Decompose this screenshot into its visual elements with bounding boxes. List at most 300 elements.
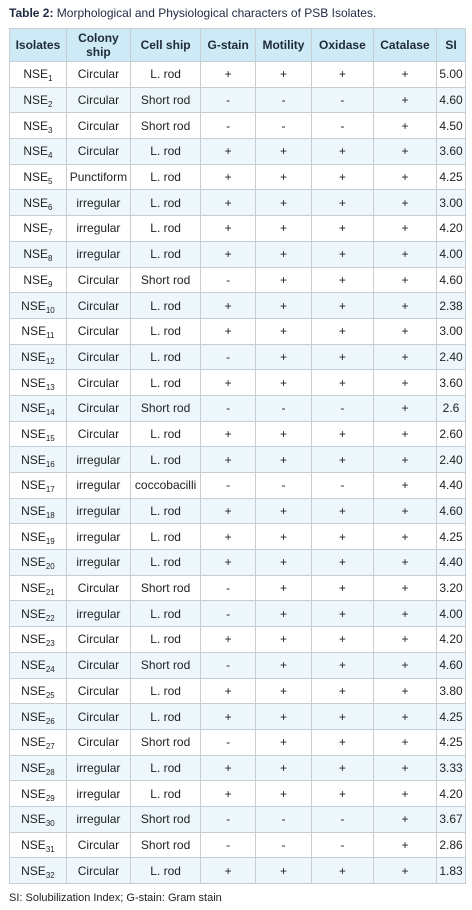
cell-si: 3.00: [436, 190, 465, 216]
cell-oxidase: +: [311, 652, 373, 678]
isolate-number: 28: [45, 767, 55, 777]
cell-isolate: [10, 241, 67, 267]
cell-si: 4.25: [436, 524, 465, 550]
cell-isolate: [10, 87, 67, 113]
cell-oxidase: -: [311, 113, 373, 139]
cell-si: 3.80: [436, 678, 465, 704]
table-header-row: [10, 29, 466, 62]
table-row: [10, 781, 466, 807]
isolate-number: 29: [45, 793, 55, 803]
cell-motility: -: [256, 832, 312, 858]
table-row: [10, 678, 466, 704]
cell-colony-ship: irregular: [66, 473, 130, 499]
cell-g-stain: +: [201, 164, 256, 190]
cell-colony-ship: Circular: [66, 113, 130, 139]
cell-catalase: +: [373, 293, 436, 319]
table-caption-text: Morphological and Physiological characters of PSB Isolates.: [53, 6, 377, 20]
cell-isolate: [10, 421, 67, 447]
cell-cell-ship: Short rod: [130, 729, 200, 755]
cell-motility: +: [256, 601, 312, 627]
cell-si: 4.25: [436, 164, 465, 190]
isolate-number: 8: [48, 254, 53, 264]
cell-isolate: [10, 652, 67, 678]
isolate-prefix: NSE: [21, 426, 46, 441]
column-header-cell-ship: Cell ship: [130, 29, 200, 62]
cell-cell-ship: L. rod: [130, 627, 200, 653]
cell-oxidase: +: [311, 524, 373, 550]
cell-catalase: +: [373, 601, 436, 627]
isolate-number: 9: [48, 279, 53, 289]
table-caption: [9, 6, 376, 20]
cell-motility: +: [256, 370, 312, 396]
cell-catalase: +: [373, 113, 436, 139]
cell-si: 5.00: [436, 62, 465, 88]
cell-motility: +: [256, 858, 312, 884]
table-row: [10, 627, 466, 653]
cell-colony-ship: Circular: [66, 87, 130, 113]
cell-catalase: +: [373, 190, 436, 216]
table-row: [10, 524, 466, 550]
cell-g-stain: -: [201, 832, 256, 858]
cell-si: 4.25: [436, 704, 465, 730]
cell-motility: +: [256, 447, 312, 473]
table-row: [10, 704, 466, 730]
cell-motility: +: [256, 344, 312, 370]
cell-motility: +: [256, 267, 312, 293]
cell-g-stain: +: [201, 858, 256, 884]
isolate-prefix: NSE: [21, 375, 46, 390]
isolate-number: 21: [45, 588, 55, 598]
cell-colony-ship: Circular: [66, 318, 130, 344]
cell-isolate: [10, 216, 67, 242]
cell-catalase: +: [373, 216, 436, 242]
cell-si: 1.83: [436, 858, 465, 884]
cell-cell-ship: L. rod: [130, 318, 200, 344]
cell-cell-ship: L. rod: [130, 62, 200, 88]
cell-catalase: +: [373, 832, 436, 858]
cell-colony-ship: Circular: [66, 858, 130, 884]
cell-colony-ship: Circular: [66, 652, 130, 678]
cell-isolate: [10, 704, 67, 730]
cell-g-stain: +: [201, 318, 256, 344]
cell-colony-ship: irregular: [66, 447, 130, 473]
cell-g-stain: -: [201, 601, 256, 627]
cell-colony-ship: Circular: [66, 395, 130, 421]
cell-colony-ship: Circular: [66, 678, 130, 704]
isolate-prefix: NSE: [21, 735, 46, 750]
cell-colony-ship: Circular: [66, 575, 130, 601]
table-row: [10, 755, 466, 781]
cell-catalase: +: [373, 678, 436, 704]
cell-isolate: [10, 139, 67, 165]
cell-g-stain: +: [201, 370, 256, 396]
cell-cell-ship: L. rod: [130, 550, 200, 576]
cell-colony-ship: Circular: [66, 832, 130, 858]
cell-g-stain: +: [201, 421, 256, 447]
isolate-number: 3: [48, 125, 53, 135]
cell-g-stain: +: [201, 293, 256, 319]
cell-colony-ship: irregular: [66, 524, 130, 550]
isolate-number: 26: [45, 716, 55, 726]
cell-colony-ship: Circular: [66, 421, 130, 447]
cell-catalase: +: [373, 575, 436, 601]
cell-si: 3.20: [436, 575, 465, 601]
cell-isolate: [10, 524, 67, 550]
cell-si: 3.00: [436, 318, 465, 344]
isolate-prefix: NSE: [21, 683, 46, 698]
cell-catalase: +: [373, 781, 436, 807]
cell-catalase: +: [373, 87, 436, 113]
cell-isolate: [10, 370, 67, 396]
cell-si: 4.40: [436, 473, 465, 499]
isolate-number: 24: [45, 665, 55, 675]
cell-catalase: +: [373, 524, 436, 550]
cell-colony-ship: Circular: [66, 627, 130, 653]
cell-catalase: +: [373, 627, 436, 653]
cell-colony-ship: Circular: [66, 62, 130, 88]
table-caption-label: Table 2:: [9, 6, 54, 20]
cell-g-stain: -: [201, 575, 256, 601]
cell-motility: -: [256, 87, 312, 113]
cell-si: 2.40: [436, 344, 465, 370]
cell-colony-ship: irregular: [66, 601, 130, 627]
cell-si: 4.00: [436, 241, 465, 267]
cell-g-stain: +: [201, 190, 256, 216]
isolate-prefix: NSE: [23, 144, 49, 159]
cell-catalase: +: [373, 62, 436, 88]
table-footnote: SI: Solubilization Index; G-stain: Gram stain: [9, 892, 222, 904]
cell-cell-ship: Short rod: [130, 113, 200, 139]
cell-catalase: +: [373, 139, 436, 165]
cell-si: 4.20: [436, 216, 465, 242]
table-row: [10, 806, 466, 832]
table-row: [10, 241, 466, 267]
cell-isolate: [10, 575, 67, 601]
cell-si: 4.00: [436, 601, 465, 627]
table-row: [10, 216, 466, 242]
cell-cell-ship: L. rod: [130, 370, 200, 396]
table-body: [10, 62, 466, 884]
table-row: [10, 447, 466, 473]
cell-si: 2.40: [436, 447, 465, 473]
cell-oxidase: +: [311, 498, 373, 524]
isolate-number: 19: [45, 536, 55, 546]
cell-catalase: +: [373, 395, 436, 421]
cell-cell-ship: Short rod: [130, 395, 200, 421]
cell-isolate: [10, 832, 67, 858]
cell-colony-ship: irregular: [66, 190, 130, 216]
cell-oxidase: +: [311, 139, 373, 165]
isolate-prefix: NSE: [23, 170, 49, 185]
cell-isolate: [10, 678, 67, 704]
cell-isolate: [10, 781, 67, 807]
cell-si: 2.86: [436, 832, 465, 858]
cell-cell-ship: L. rod: [130, 190, 200, 216]
cell-si: 4.25: [436, 729, 465, 755]
cell-oxidase: -: [311, 806, 373, 832]
cell-oxidase: +: [311, 241, 373, 267]
cell-motility: +: [256, 139, 312, 165]
cell-motility: -: [256, 473, 312, 499]
isolate-number: 10: [45, 305, 55, 315]
cell-si: 4.60: [436, 652, 465, 678]
cell-cell-ship: Short rod: [130, 652, 200, 678]
cell-catalase: +: [373, 344, 436, 370]
cell-colony-ship: irregular: [66, 781, 130, 807]
isolate-prefix: NSE: [21, 632, 46, 647]
cell-motility: +: [256, 62, 312, 88]
cell-isolate: [10, 806, 67, 832]
cell-colony-ship: Circular: [66, 370, 130, 396]
cell-motility: +: [256, 755, 312, 781]
cell-catalase: +: [373, 164, 436, 190]
cell-isolate: [10, 550, 67, 576]
isolate-number: 2: [48, 100, 53, 110]
isolate-prefix: NSE: [21, 529, 46, 544]
cell-cell-ship: Short rod: [130, 806, 200, 832]
cell-g-stain: +: [201, 627, 256, 653]
cell-cell-ship: Short rod: [130, 267, 200, 293]
isolate-number: 32: [45, 870, 55, 880]
cell-isolate: [10, 627, 67, 653]
cell-oxidase: +: [311, 704, 373, 730]
cell-isolate: [10, 344, 67, 370]
isolate-prefix: NSE: [21, 555, 46, 570]
isolate-number: 4: [48, 151, 53, 161]
isolate-number: 17: [45, 485, 55, 495]
cell-motility: +: [256, 781, 312, 807]
cell-oxidase: +: [311, 216, 373, 242]
isolate-number: 11: [46, 331, 55, 341]
cell-cell-ship: L. rod: [130, 164, 200, 190]
column-header-motility: Motility: [256, 29, 312, 62]
cell-si: 2.60: [436, 421, 465, 447]
cell-colony-ship: Punctiform: [66, 164, 130, 190]
isolate-number: 30: [45, 819, 55, 829]
cell-si: 3.67: [436, 806, 465, 832]
cell-catalase: +: [373, 806, 436, 832]
cell-cell-ship: L. rod: [130, 524, 200, 550]
cell-motility: +: [256, 575, 312, 601]
cell-catalase: +: [373, 729, 436, 755]
cell-catalase: +: [373, 447, 436, 473]
cell-isolate: [10, 293, 67, 319]
cell-oxidase: -: [311, 832, 373, 858]
table-row: [10, 498, 466, 524]
cell-g-stain: +: [201, 755, 256, 781]
cell-isolate: [10, 498, 67, 524]
cell-colony-ship: Circular: [66, 729, 130, 755]
cell-si: 3.60: [436, 139, 465, 165]
cell-motility: -: [256, 395, 312, 421]
cell-oxidase: +: [311, 601, 373, 627]
cell-oxidase: +: [311, 447, 373, 473]
cell-colony-ship: Circular: [66, 293, 130, 319]
cell-cell-ship: L. rod: [130, 421, 200, 447]
cell-isolate: [10, 755, 67, 781]
isolate-prefix: NSE: [23, 221, 49, 236]
isolate-prefix: NSE: [23, 247, 49, 262]
table-row: [10, 190, 466, 216]
isolate-number: 20: [45, 562, 55, 572]
cell-g-stain: +: [201, 447, 256, 473]
cell-oxidase: +: [311, 575, 373, 601]
column-header-colony-ship: Colony ship: [66, 29, 130, 62]
isolate-prefix: NSE: [21, 581, 46, 596]
cell-motility: +: [256, 652, 312, 678]
table-row: [10, 550, 466, 576]
cell-g-stain: +: [201, 139, 256, 165]
cell-cell-ship: L. rod: [130, 755, 200, 781]
cell-colony-ship: irregular: [66, 241, 130, 267]
cell-isolate: [10, 267, 67, 293]
cell-g-stain: -: [201, 113, 256, 139]
cell-cell-ship: L. rod: [130, 781, 200, 807]
cell-colony-ship: irregular: [66, 806, 130, 832]
table-row: [10, 601, 466, 627]
cell-cell-ship: L. rod: [130, 858, 200, 884]
cell-motility: +: [256, 627, 312, 653]
cell-oxidase: -: [311, 395, 373, 421]
cell-colony-ship: irregular: [66, 550, 130, 576]
cell-g-stain: +: [201, 678, 256, 704]
cell-g-stain: -: [201, 395, 256, 421]
cell-si: 4.60: [436, 87, 465, 113]
isolates-table: [9, 28, 466, 884]
isolate-prefix: NSE: [21, 504, 46, 519]
cell-catalase: +: [373, 704, 436, 730]
cell-si: 4.20: [436, 781, 465, 807]
isolate-prefix: NSE: [21, 658, 46, 673]
cell-oxidase: +: [311, 318, 373, 344]
isolate-prefix: NSE: [21, 478, 46, 493]
cell-motility: +: [256, 550, 312, 576]
isolate-number: 22: [45, 613, 55, 623]
cell-oxidase: +: [311, 190, 373, 216]
cell-g-stain: -: [201, 87, 256, 113]
cell-catalase: +: [373, 267, 436, 293]
isolate-number: 12: [45, 356, 55, 366]
cell-cell-ship: L. rod: [130, 704, 200, 730]
table-row: [10, 318, 466, 344]
isolate-number: 14: [45, 408, 55, 418]
cell-g-stain: -: [201, 729, 256, 755]
cell-motility: +: [256, 729, 312, 755]
cell-g-stain: +: [201, 241, 256, 267]
cell-oxidase: +: [311, 858, 373, 884]
cell-oxidase: +: [311, 370, 373, 396]
cell-si: 4.60: [436, 498, 465, 524]
table-row: [10, 293, 466, 319]
cell-isolate: [10, 601, 67, 627]
cell-cell-ship: L. rod: [130, 678, 200, 704]
cell-catalase: +: [373, 241, 436, 267]
cell-colony-ship: irregular: [66, 755, 130, 781]
cell-g-stain: +: [201, 216, 256, 242]
column-header-catalase: Catalase: [373, 29, 436, 62]
cell-catalase: +: [373, 318, 436, 344]
cell-motility: +: [256, 293, 312, 319]
cell-cell-ship: Short rod: [130, 575, 200, 601]
isolate-prefix: NSE: [23, 93, 49, 108]
cell-g-stain: +: [201, 550, 256, 576]
cell-g-stain: -: [201, 267, 256, 293]
table-row: [10, 164, 466, 190]
column-header-isolates: Isolates: [10, 29, 67, 62]
table-row: [10, 87, 466, 113]
cell-g-stain: -: [201, 652, 256, 678]
cell-oxidase: +: [311, 627, 373, 653]
table-row: [10, 575, 466, 601]
isolate-number: 31: [45, 844, 55, 854]
cell-catalase: +: [373, 755, 436, 781]
isolate-number: 18: [45, 511, 55, 521]
cell-motility: +: [256, 241, 312, 267]
isolate-prefix: NSE: [21, 401, 46, 416]
cell-catalase: +: [373, 550, 436, 576]
cell-cell-ship: L. rod: [130, 447, 200, 473]
isolate-number: 1: [48, 74, 53, 84]
cell-colony-ship: irregular: [66, 216, 130, 242]
isolate-prefix: NSE: [23, 272, 49, 287]
table-row: [10, 139, 466, 165]
isolate-number: 16: [45, 459, 55, 469]
cell-cell-ship: Short rod: [130, 832, 200, 858]
cell-colony-ship: Circular: [66, 344, 130, 370]
cell-cell-ship: L. rod: [130, 601, 200, 627]
cell-colony-ship: Circular: [66, 139, 130, 165]
column-header-si: SI: [436, 29, 465, 62]
cell-oxidase: -: [311, 87, 373, 113]
cell-g-stain: -: [201, 344, 256, 370]
table-row: [10, 62, 466, 88]
cell-oxidase: +: [311, 755, 373, 781]
cell-oxidase: +: [311, 164, 373, 190]
cell-motility: +: [256, 318, 312, 344]
cell-motility: +: [256, 704, 312, 730]
cell-colony-ship: Circular: [66, 267, 130, 293]
cell-isolate: [10, 113, 67, 139]
cell-isolate: [10, 858, 67, 884]
cell-g-stain: +: [201, 524, 256, 550]
isolate-prefix: NSE: [23, 67, 49, 82]
cell-g-stain: +: [201, 498, 256, 524]
table-row: [10, 421, 466, 447]
isolate-prefix: NSE: [23, 118, 49, 133]
isolate-prefix: NSE: [21, 837, 46, 852]
table-row: [10, 652, 466, 678]
table-row: [10, 729, 466, 755]
cell-catalase: +: [373, 652, 436, 678]
cell-oxidase: +: [311, 62, 373, 88]
cell-motility: +: [256, 164, 312, 190]
isolate-prefix: NSE: [21, 863, 46, 878]
cell-cell-ship: L. rod: [130, 241, 200, 267]
table-row: [10, 832, 466, 858]
cell-oxidase: +: [311, 421, 373, 447]
cell-catalase: +: [373, 498, 436, 524]
cell-catalase: +: [373, 473, 436, 499]
isolate-prefix: NSE: [21, 606, 46, 621]
cell-si: 3.33: [436, 755, 465, 781]
cell-oxidase: +: [311, 344, 373, 370]
isolate-prefix: NSE: [23, 195, 49, 210]
cell-colony-ship: Circular: [66, 704, 130, 730]
isolate-number: 13: [45, 382, 55, 392]
cell-isolate: [10, 473, 67, 499]
cell-g-stain: -: [201, 473, 256, 499]
isolate-number: 25: [45, 690, 55, 700]
